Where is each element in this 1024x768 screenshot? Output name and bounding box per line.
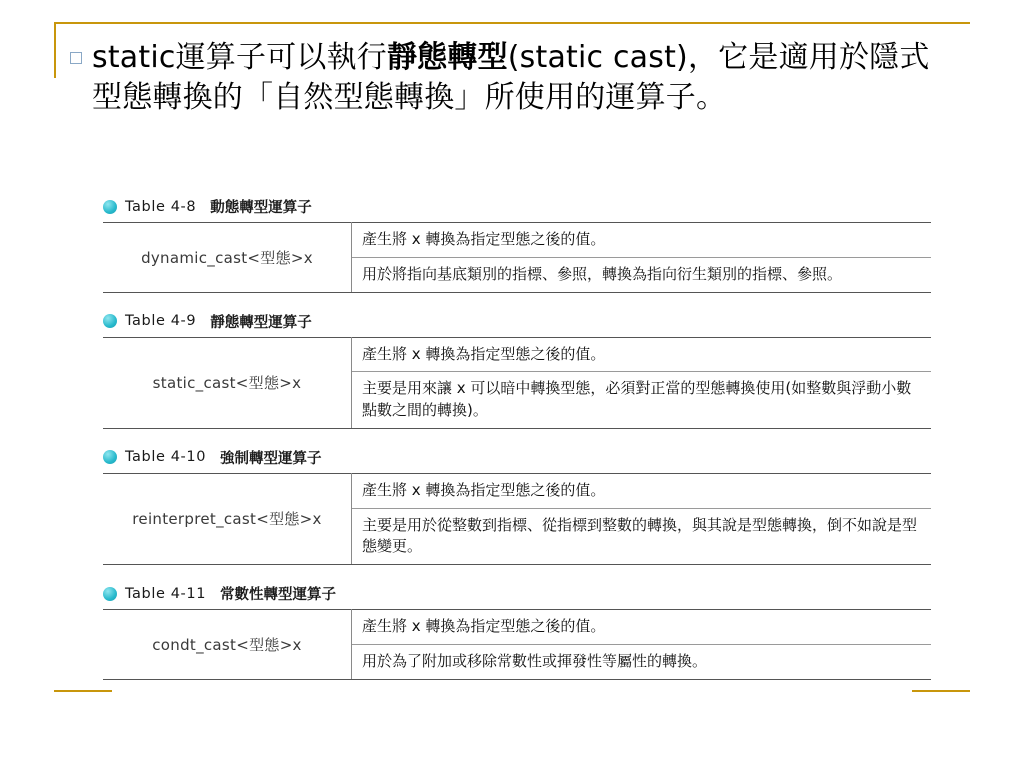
desc-line: 用於為了附加或移除常數性或揮發性等屬性的轉換。	[352, 644, 931, 679]
bullet-dot-icon	[103, 314, 117, 328]
square-bullet-icon	[70, 38, 92, 66]
operator-desc-cell	[352, 337, 932, 428]
desc-line: 產生將 x 轉換為指定型態之後的值。	[362, 344, 606, 363]
table-caption	[103, 196, 931, 217]
table-reinterpret-cast	[103, 473, 931, 565]
desc-line: 主要是用於從整數到指標、從指標到整數的轉換，與其說是型態轉換，倒不如說是型態變更。	[352, 508, 931, 565]
operator-name-cell: reinterpret_cast<型態>x	[103, 473, 352, 564]
table-caption-id: Table 4-9	[125, 313, 197, 329]
table-caption-title: 動態轉型運算子	[210, 200, 312, 216]
desc-line: 產生將 x 轉換為指定型態之後的值。	[362, 230, 606, 248]
operator-desc-cell	[352, 610, 932, 680]
bullet-block	[70, 38, 950, 118]
operator-name-cell: dynamic_cast<型態>x	[103, 223, 352, 293]
tables-container	[103, 196, 931, 698]
table-row	[103, 610, 931, 680]
table-caption-title: 強制轉型運算子	[220, 450, 322, 467]
bullet-segment-1: static運算子可以執行	[92, 40, 387, 75]
table-condt-cast	[103, 609, 931, 680]
table-caption-id: Table 4-10	[125, 449, 207, 466]
bullet-dot-icon	[103, 200, 117, 214]
table-caption-id: Table 4-8	[125, 198, 197, 215]
bullet-text	[92, 38, 950, 118]
table-static-cast	[103, 337, 931, 429]
operator-name-cell: static_cast<型態>x	[103, 337, 352, 428]
bullet-dot-icon	[103, 450, 117, 464]
table-row	[103, 337, 931, 428]
slide-frame-left-line	[54, 22, 56, 78]
bullet-segment-3: (static cast)，它是適用於隱式型態轉換的「自然型態轉換」所使用的運算子。	[92, 40, 930, 115]
table-dynamic-cast	[103, 222, 931, 293]
table-caption-title: 靜態轉型運算子	[210, 314, 312, 331]
table-caption	[103, 311, 931, 332]
table-row	[103, 473, 931, 564]
operator-desc-cell	[352, 223, 932, 293]
operator-name-cell: condt_cast<型態>x	[103, 610, 352, 680]
desc-line: 用於將指向基底類別的指標、參照，轉換為指向衍生類別的指標、參照。	[352, 257, 931, 292]
desc-line: 產生將 x 轉換為指定型態之後的值。	[362, 480, 606, 499]
bullet-dot-icon	[103, 587, 117, 601]
operator-desc-cell	[352, 473, 932, 564]
table-caption	[103, 447, 931, 468]
table-caption-title: 常數性轉型運算子	[220, 587, 337, 603]
table-caption	[103, 583, 931, 604]
slide-frame-top-line	[54, 22, 970, 24]
desc-line: 主要是用來讓 x 可以暗中轉換型態，必須對正當的型態轉換使用(如整數與浮動小數點數之間的轉換)。	[352, 371, 931, 428]
desc-line: 產生將 x 轉換為指定型態之後的值。	[362, 617, 606, 635]
bullet-segment-2-bold: 靜態轉型	[386, 40, 508, 75]
table-row	[103, 223, 931, 293]
table-caption-id: Table 4-11	[125, 585, 207, 602]
